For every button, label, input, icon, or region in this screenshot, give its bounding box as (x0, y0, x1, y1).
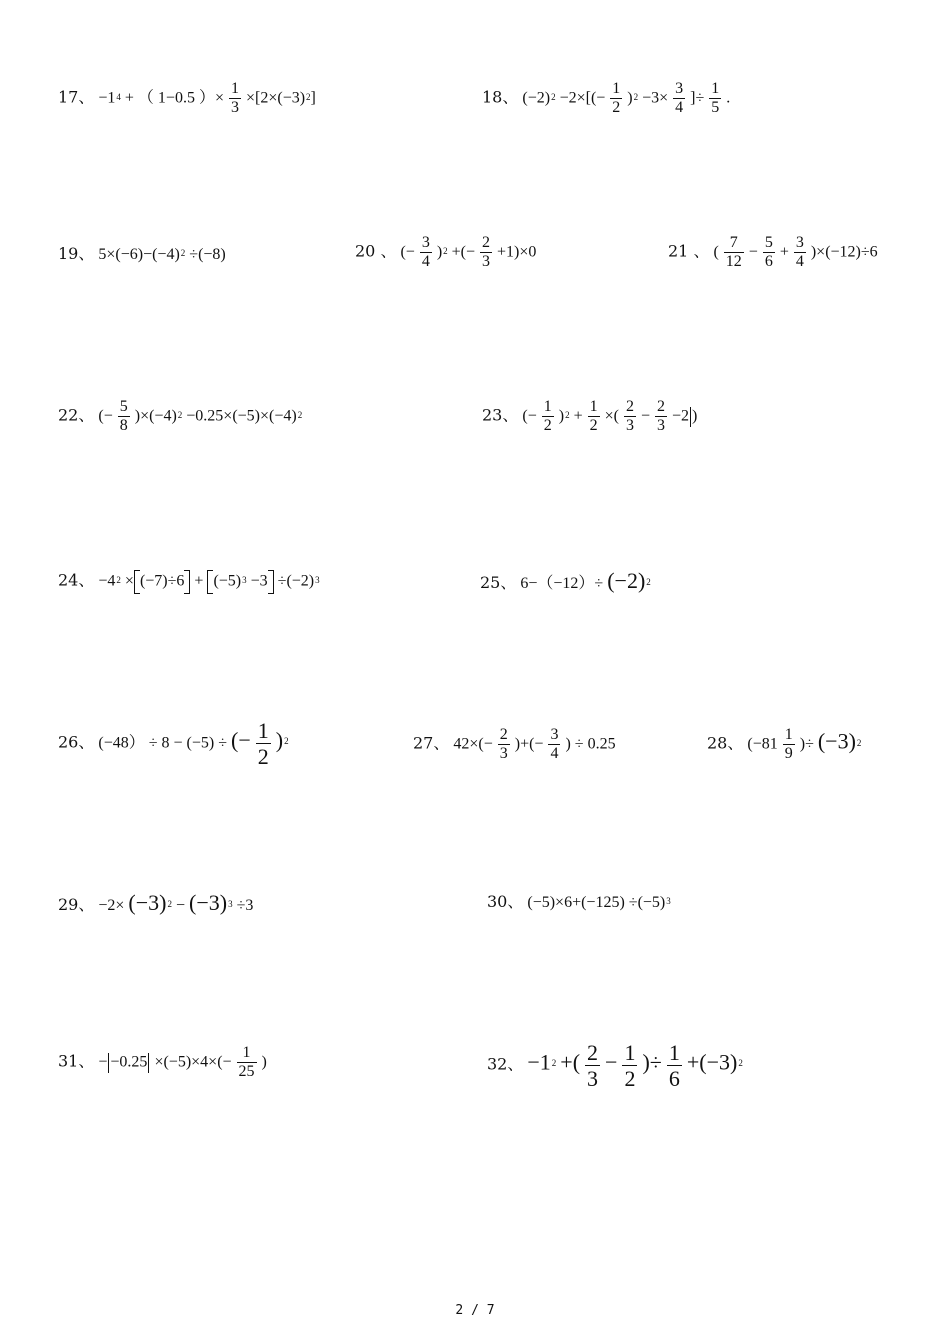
problem-number: 20 、 (355, 241, 397, 261)
problem-27: 27、 42×(− $\frac{2}{3}$ )+(− $\frac{3}{4}$ ) ÷ 0.25 (413, 726, 616, 763)
problem-25: 25、 $6-(-12)\div (-2)^2$ (480, 568, 651, 593)
fraction: $\frac{1}{2}$ (543, 398, 552, 435)
fraction: $\frac{1}{5}$ (711, 80, 720, 117)
problem-number: 31、 (58, 1051, 95, 1071)
fraction: $\frac{3}{4}$ (795, 234, 804, 271)
problem-number: 32、 (487, 1054, 524, 1074)
fraction: $\frac{7}{12}$ (725, 234, 742, 271)
problem-number: 19、 (58, 244, 95, 263)
problem-number: 26、 (58, 732, 95, 752)
problem-number: 29、 (58, 895, 95, 914)
problem-number: 30、 (487, 892, 524, 911)
problem-30: 30、 $(-5)\times 6+(-125) \div(-5)^3$ (487, 892, 671, 911)
problem-number: 21 、 (668, 241, 710, 261)
fraction: $\frac{1}{2}$ (589, 398, 598, 435)
fraction: $\frac{3}{4}$ (675, 80, 684, 117)
problem-20: 20 、 (− $\frac{3}{4}$ )$^2$ +(− $\frac{2}{3}$ +1)×0 (355, 234, 537, 271)
fraction: $\frac{5}{6}$ (764, 234, 773, 271)
problem-number: 18、 (482, 87, 519, 107)
absolute-bar (148, 1053, 149, 1073)
fraction: $\frac{5}{8}$ (119, 398, 128, 435)
fraction: $\frac{1}{2}$ (624, 1040, 636, 1092)
problem-29: 29、 $-2\times (-3)^2 - (-3)^3 \div 3$ (58, 890, 254, 915)
problem-24: 24、 $-4^2 \times (-7)\div 6 + (-5)^3 -3 \div(-2)^3$ (58, 570, 320, 594)
fraction: $\frac{2}{3}$ (499, 726, 508, 763)
fraction: $\frac{1}{6}$ (668, 1040, 680, 1092)
fraction: $\frac{3}{4}$ (550, 726, 559, 763)
problem-19: 19、 $5\times(-6)-(-4)^2 \div(-8)$ (58, 244, 226, 263)
problem-17: 17、 $-1^4$ + （ 1−0.5 ）× $\frac{1}{3}$ $\times[2\times(-3)^2]$ (58, 80, 316, 117)
problem-number: 27、 (413, 733, 450, 753)
problem-31: 31、 − −0.25 ×(−5)×4×(− $\frac{1}{25}$ ) (58, 1044, 267, 1081)
fraction: $\frac{2}{3}$ (625, 398, 634, 435)
bracket-right (184, 570, 190, 594)
problem-21: 21 、 ( $\frac{7}{12}$ − $\frac{5}{6}$ + $\frac{3}{4}$ )×(−12)÷6 (668, 234, 878, 271)
fraction: $\frac{2}{3}$ (587, 1040, 599, 1092)
problem-number: 22、 (58, 405, 95, 425)
absolute-bar (690, 407, 691, 427)
fraction: $\frac{2}{3}$ (482, 234, 491, 271)
problem-26: 26、 (−48） ÷ 8 − (−5) ÷ (− $\frac{1}{2}$ )$^2$ (58, 718, 289, 770)
fraction: $\frac{2}{3}$ (656, 398, 665, 435)
problem-number: 23、 (482, 405, 519, 425)
fraction: $\frac{1}{2}$ (612, 80, 621, 117)
problem-28: 28、 (−81 $\frac{1}{9}$ )÷ $(-3)^2$ (707, 726, 862, 763)
fraction: $\frac{3}{4}$ (421, 234, 430, 271)
problem-number: 24、 (58, 570, 95, 590)
problem-23: 23、 (− $\frac{1}{2}$ )$^2$ + $\frac{1}{2}$ ×( $\frac{2}{3}$ − $\frac{2}{3}$ −2 ) (482, 398, 698, 435)
problem-number: 17、 (58, 87, 95, 107)
fraction: $\frac{1}{2}$ (257, 718, 269, 770)
problem-18: 18、 $(-2)^2 -2\times[(-$ $\frac{1}{2}$ )$^2$ −3× $\frac{3}{4}$ ]÷ $\frac{1}{5}$ . (482, 80, 731, 117)
page-number: 2 / 7 (455, 1303, 495, 1318)
fraction: $\frac{1}{9}$ (784, 726, 793, 763)
fraction: $\frac{1}{25}$ (238, 1044, 255, 1081)
problem-32: 32、 $-1^2$ +( $\frac{2}{3}$ − $\frac{1}{2}$ )÷ $\frac{1}{6}$ $+(-3)^2$ (487, 1040, 743, 1092)
bracket-right (268, 570, 274, 594)
problem-number: 28、 (707, 733, 744, 753)
fraction: $\frac{1}{3}$ (230, 80, 239, 117)
problem-number: 25、 (480, 573, 517, 592)
problem-22: 22、 (− $\frac{5}{8}$ )$\times(-4)^2 -0.25\times(-5)\times(-4)^2$ (58, 398, 303, 435)
